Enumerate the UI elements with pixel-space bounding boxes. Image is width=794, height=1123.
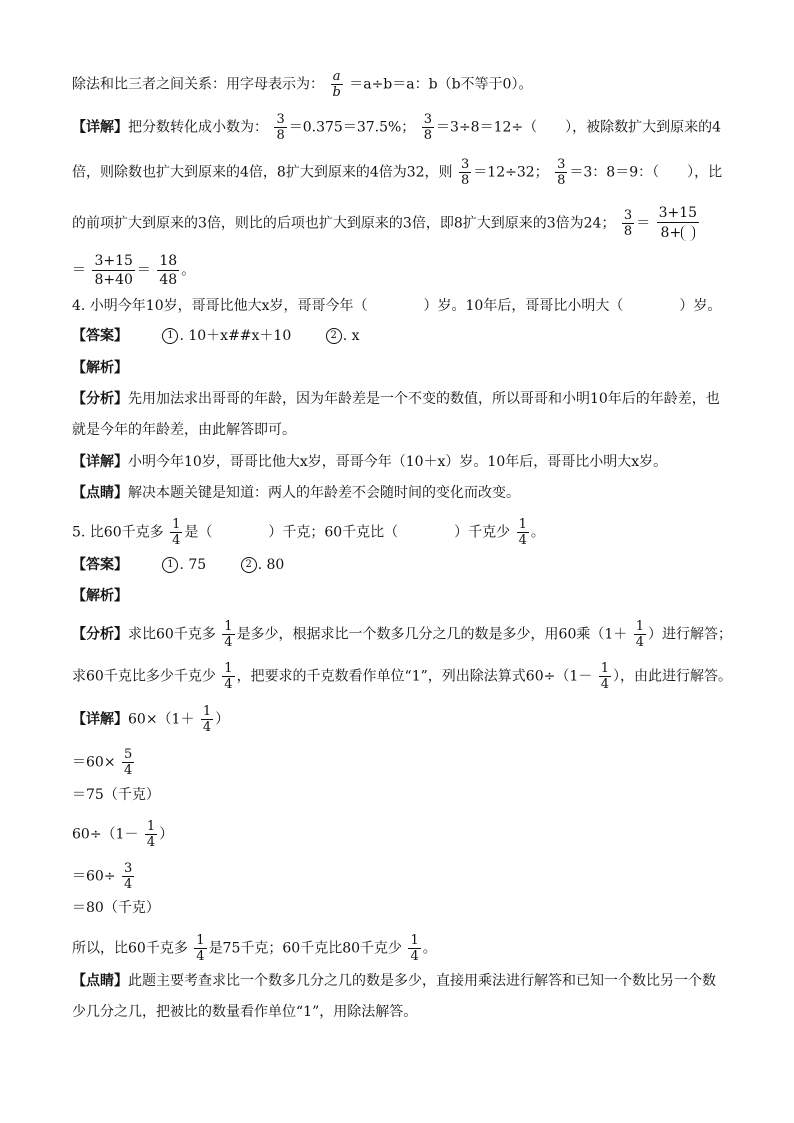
relation-text: 除法和比三者之间关系：用字母表示为： — [72, 76, 324, 93]
fraction-18-48-expanded: $\frac{3+15}{8+40}$ — [94, 253, 133, 288]
q5-key-point-line-1: 【点睛】此题主要考查求比一个数多几分之几的数是多少，直接用乘法进行解答和已知一个数比另一个数 — [72, 973, 716, 989]
q3-detail-line-1: 【详解】把分数转化成小数为： $\frac{3}{8}$ ＝0.375＝37.5%； $\frac{3}{8}$ ＝3÷8＝12÷（ ），被除数扩大到原来的4 — [72, 112, 722, 143]
fraction-3-8: $\frac{3}{8}$ — [423, 112, 433, 143]
fraction-1-4: $\frac{1}{4}$ — [202, 704, 212, 735]
blank-paren — [681, 225, 695, 241]
q5-analysis-line-1: 【分析】求比60千克多 $\frac{1}{4}$ 是多少，根据求比一个数多几分之几的数是多少，用60乘（1＋ $\frac{1}{4}$ ）进行解答； — [72, 619, 733, 650]
q3-detail-line-4: ＝ $\frac{3+15}{8+40}$ ＝ $\frac{18}{48}$ 。 — [72, 253, 196, 288]
q5-calc-2: ＝60× $\frac{5}{4}$ — [72, 747, 133, 778]
q5-analysis-line-2: 求60千克比多少千克少 $\frac{1}{4}$ ，把要求的千克数看作单位“1”，列出除法算式60÷（1－ $\frac{1}{4}$ ），由此进行解答。 — [72, 661, 732, 692]
fraction-1-4: $\frac{1}{4}$ — [172, 517, 181, 548]
fraction-1-4: $\frac{1}{4}$ — [410, 933, 419, 964]
circled-number-2: 2 — [241, 557, 257, 573]
circled-number-1: 1 — [162, 557, 178, 573]
q5-analysis-tag: 【解析】 — [72, 588, 128, 604]
fraction-1-4: $\frac{1}{4}$ — [196, 933, 205, 964]
q5-calc-6: ＝80（千克） — [72, 900, 160, 916]
fraction-a-over-b: $\frac{a}{b}$ — [332, 69, 341, 100]
q5-key-point-line-2: 少几分之几，把被比的数量看作单位“1”，用除法解答。 — [72, 1004, 418, 1020]
q5-answer: 【答案】 1 . 75 2 . 80 — [72, 557, 285, 573]
fraction-3-8: $\frac{3}{8}$ — [557, 157, 566, 188]
fraction-18-48: $\frac{18}{48}$ — [159, 253, 178, 288]
circled-number-2: 2 — [326, 328, 342, 344]
fraction-3-8: $\frac{3}{8}$ — [461, 157, 470, 188]
q5-calc-5: ＝60÷ $\frac{3}{4}$ — [72, 861, 133, 892]
q5-conclusion: 所以，比60千克多 $\frac{1}{4}$ 是75千克；60千克比80千克少 $\frac{1}{4}$ 。 — [72, 933, 437, 964]
q4-question: 4. 小明今年10岁，哥哥比他大x岁，哥哥今年（ ）岁。10年后，哥哥比小明大（ ）岁。 — [72, 298, 722, 314]
fraction-1-4: $\frac{1}{4}$ — [224, 661, 233, 692]
relation-line — [72, 70, 532, 99]
q4-analysis-line-2: 就是今年的年龄差，由此解答即可。 — [72, 422, 296, 438]
fraction-1-4: $\frac{1}{4}$ — [518, 517, 527, 548]
q4-answer: 【答案】 1 . 10＋x##x＋10 2 . x — [72, 328, 360, 344]
fraction-3-8: $\frac{3}{8}$ — [623, 208, 633, 239]
fraction-1-4: $\frac{1}{4}$ — [146, 819, 156, 850]
fraction-5-4: $\frac{5}{4}$ — [124, 747, 133, 778]
circled-number-1: 1 — [162, 328, 178, 344]
q3-detail-line-3: 的前项扩大到原来的3倍，则比的后项也扩大到原来的3倍，即8扩大到原来的3倍为24； $\frac{3}{8}$ ＝ $\frac{3+15}{8+}$ — [72, 205, 698, 241]
fraction-1-4: $\frac{1}{4}$ — [224, 619, 233, 650]
q5-calc-3: ＝75（千克） — [72, 787, 160, 803]
q4-analysis-tag: 【解析】 — [72, 360, 128, 376]
q4-detail: 【详解】小明今年10岁，哥哥比他大x岁，哥哥今年（10＋x）岁。10年后，哥哥比小明大x岁。 — [72, 454, 668, 470]
fraction-3-8: $\frac{3}{8}$ — [276, 112, 285, 143]
q4-key-point: 【点睛】解决本题关键是知道：两人的年龄差不会随时间的变化而改变。 — [72, 485, 520, 501]
fraction-1-4: $\frac{1}{4}$ — [635, 619, 645, 650]
q4-analysis-line-1: 【分析】先用加法求出哥哥的年龄，因为年龄差是一个不变的数值，所以哥哥和小明10年后的年龄差，也 — [72, 391, 720, 407]
fraction-3-4: $\frac{3}{4}$ — [124, 861, 133, 892]
q5-calc-1: 【详解】60×（1＋ $\frac{1}{4}$ ） — [72, 704, 230, 735]
q5-question: 5. 比60千克多 $\frac{1}{4}$ 是（ ）千克；60千克比（ ）千克少 $\frac{1}{4}$ 。 — [72, 517, 545, 548]
answer-tag: 【答案】 — [72, 557, 128, 573]
fraction-1-4: $\frac{1}{4}$ — [600, 661, 609, 692]
relation-text-end: ＝a÷b＝a：b（b不等于0）。 — [349, 76, 533, 93]
answer-tag: 【答案】 — [72, 328, 128, 344]
q3-detail-line-2: 倍，则除数也扩大到原来的4倍，8扩大到原来的4倍为32，则 $\frac{3}{8}$ ＝12÷32； $\frac{3}{8}$ ＝3：8＝9：（ ），比 — [72, 157, 723, 188]
fraction-3plus15-over-8plus-blank: $\frac{3+15}{8+}$ — [658, 205, 698, 241]
detail-tag: 【详解】 — [72, 119, 128, 136]
q5-calc-4: 60÷（1－ $\frac{1}{4}$ ） — [72, 819, 174, 850]
